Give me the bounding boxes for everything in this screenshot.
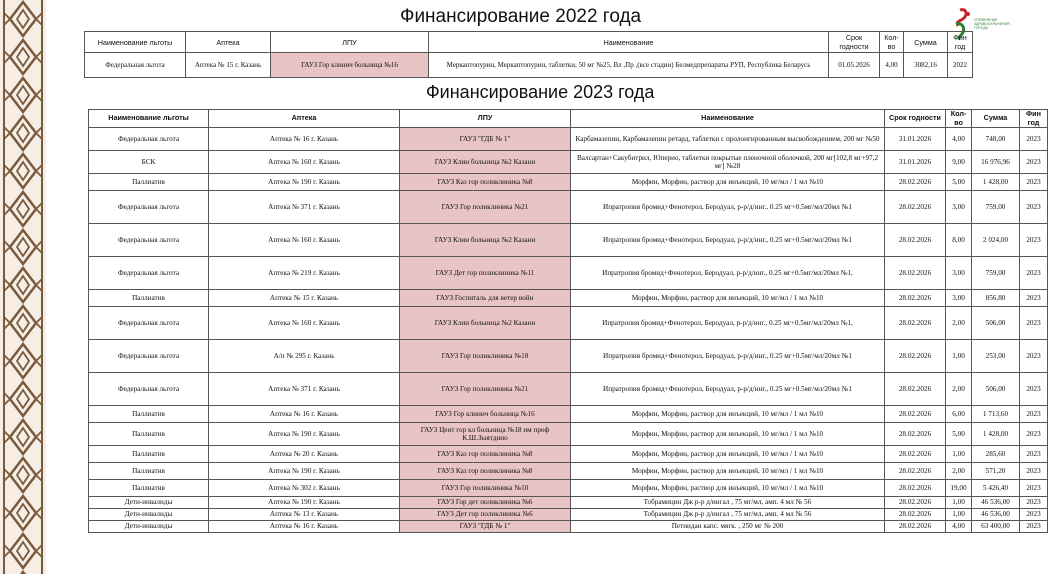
- table-cell: ГАУЗ Гор поликлиника №18: [400, 340, 571, 373]
- column-header: Срок годности: [885, 110, 946, 128]
- table-cell: Морфин, Морфин, раствор для инъекций, 10 мг/мл / 1 мл №10: [571, 406, 885, 423]
- table-cell: Карбамазепин, Карбамазепин ретард, таблетки с пролонгированным высвобождением, 200 мг №50: [571, 128, 885, 151]
- table-cell: Федеральная льгота: [89, 191, 209, 224]
- table-cell: 2023: [1020, 307, 1048, 340]
- table-cell: 2023: [1020, 191, 1048, 224]
- table-cell: Аптека № 160 г. Казань: [209, 307, 400, 340]
- table-cell: 285,60: [972, 446, 1020, 463]
- table-cell: Ипратропия бромид+Фенотерол, Беродуал, р-р/д/инг., 0.25 мг+0.5мг/мл/20мл №1,: [571, 257, 885, 290]
- column-header: ЛПУ: [400, 110, 571, 128]
- decorative-ornament-border: [0, 0, 46, 574]
- table-cell: ГАУЗ Дет гор поликлиника №11: [400, 257, 571, 290]
- table-cell: 2023: [1020, 340, 1048, 373]
- table-cell: 2022: [948, 53, 973, 78]
- table-cell: 28.02.2026: [885, 406, 946, 423]
- table-cell: Аптека № 371 г. Казань: [209, 191, 400, 224]
- table-cell: Аптека № 13 г. Казань: [209, 509, 400, 521]
- table-cell: 2023: [1020, 406, 1048, 423]
- table-cell: 6,00: [946, 406, 972, 423]
- title-2023: Финансирование 2023 года: [426, 82, 655, 102]
- table-cell: 46 536,00: [972, 509, 1020, 521]
- table-cell: ГАУЗ Гор дет поликлиника №6: [400, 497, 571, 509]
- table-row: [89, 174, 1048, 191]
- table-cell: Паллиатив: [89, 463, 209, 480]
- table-cell: 3082,16: [904, 53, 948, 78]
- table-cell: ГАУЗ "ГДБ № 1": [400, 521, 571, 533]
- table-row: [89, 521, 1048, 533]
- table-cell: 748,00: [972, 128, 1020, 151]
- table-cell: 759,00: [972, 257, 1020, 290]
- table-cell: Аптека № 190 г. Казань: [209, 423, 400, 446]
- table-row: [89, 373, 1048, 406]
- table-cell: 506,00: [972, 373, 1020, 406]
- table-row: [89, 406, 1048, 423]
- table-cell: 2,00: [946, 373, 972, 406]
- table-cell: Паллиатив: [89, 480, 209, 497]
- table-cell: Дети-инвалиды: [89, 497, 209, 509]
- column-header: Наименование: [429, 32, 829, 53]
- table-cell: Ипратропия бромид+Фенотерол, Беродуал, р-р/д/инг., 0.25 мг+0.5мг/мл/20мл №1: [571, 340, 885, 373]
- table-row: [89, 224, 1048, 257]
- table-cell: 3,00: [946, 191, 972, 224]
- table-cell: 2023: [1020, 446, 1048, 463]
- table-cell: ГАУЗ Гор клинич больница №16: [400, 406, 571, 423]
- table-cell: Аптека № 15 г. Казань: [209, 290, 400, 307]
- table-cell: Паллиатив: [89, 446, 209, 463]
- table-cell: 5 426,40: [972, 480, 1020, 497]
- table-row: [89, 340, 1048, 373]
- title-2022: Финансирование 2022 года: [400, 6, 642, 27]
- table-cell: Аптека № 190 г. Казань: [209, 463, 400, 480]
- table-row: [85, 53, 973, 78]
- table-cell: 1,00: [946, 446, 972, 463]
- table-cell: 1 428,00: [972, 174, 1020, 191]
- table-cell: Морфин, Морфин, раствор для инъекций, 10 мг/мл / 1 мл №10: [571, 423, 885, 446]
- column-header: Наименование льготы: [89, 110, 209, 128]
- table-cell: 3,00: [946, 290, 972, 307]
- table-cell: Аптека № 20 г. Казань: [209, 446, 400, 463]
- table-cell: 16 976,96: [972, 151, 1020, 174]
- table-cell: Аптека № 160 г. Казань: [209, 151, 400, 174]
- table-cell: 1 428,00: [972, 423, 1020, 446]
- table-2022: [84, 31, 973, 78]
- table-row: [89, 497, 1048, 509]
- column-header: Сумма: [904, 32, 948, 53]
- table-cell: 2023: [1020, 290, 1048, 307]
- table-2023: [88, 109, 1048, 533]
- table-cell: 506,00: [972, 307, 1020, 340]
- column-header: Аптека: [186, 32, 271, 53]
- table-cell: Ипратропия бромид+Фенотерол, Беродуал, р-р/д/инг., 0.25 мг+0.5мг/мл/20мл №1: [571, 373, 885, 406]
- table-cell: Ипратропия бромид+Фенотерол, Беродуал, р-р/д/инг., 0.25 мг+0.5мг/мл/20мл №1: [571, 191, 885, 224]
- table-cell: ГАУЗ Клин больница №2 Казани: [400, 224, 571, 257]
- table-cell: 28.02.2026: [885, 373, 946, 406]
- table-cell: 46 536,00: [972, 497, 1020, 509]
- table-cell: Меркаптопурин, Меркаптопурин, таблетки, 50 мг №25, Вл ,Пр ,(все стадии) Белмедпрепараты РУП, Республика Беларусь: [429, 53, 829, 78]
- table-row: [89, 480, 1048, 497]
- table-cell: 2023: [1020, 509, 1048, 521]
- table-cell: ГАУЗ Гор поликлиника №21: [400, 373, 571, 406]
- column-header: ЛПУ: [271, 32, 429, 53]
- table-cell: Морфин, Морфин, раствор для инъекций, 10 мг/мл / 1 мл №10: [571, 290, 885, 307]
- table-cell: 28.02.2026: [885, 423, 946, 446]
- table-row: [89, 509, 1048, 521]
- column-header: Сумма: [972, 110, 1020, 128]
- table-cell: 253,00: [972, 340, 1020, 373]
- table-cell: Аптека № 302 г. Казань: [209, 480, 400, 497]
- table-cell: 4,00: [946, 128, 972, 151]
- table-cell: 3,00: [946, 257, 972, 290]
- table-cell: 2023: [1020, 521, 1048, 533]
- table-cell: Морфин, Морфин, раствор для инъекций, 10 мг/мл / 1 мл №10: [571, 463, 885, 480]
- table-cell: Федеральная льгота: [89, 340, 209, 373]
- table-cell: Федеральная льгота: [89, 373, 209, 406]
- table-cell: ГАУЗ "ГДБ № 1": [400, 128, 571, 151]
- table-header-row: [89, 110, 1048, 128]
- table-cell: ГАУЗ Гор клинич больница №16: [271, 53, 429, 78]
- table-cell: Паллиатив: [89, 290, 209, 307]
- table-cell: ГАУЗ Клин больница №2 Казани: [400, 307, 571, 340]
- table-cell: 19,00: [946, 480, 972, 497]
- column-header: Наименование льготы: [85, 32, 186, 53]
- table-cell: Аптека № 160 г. Казань: [209, 224, 400, 257]
- table-cell: 1,00: [946, 497, 972, 509]
- table-cell: 4,00: [880, 53, 904, 78]
- column-header: Наименование: [571, 110, 885, 128]
- table-cell: 28.02.2026: [885, 340, 946, 373]
- table-cell: 28.02.2026: [885, 307, 946, 340]
- table-row: [89, 423, 1048, 446]
- table-cell: 9,00: [946, 151, 972, 174]
- table-cell: Петнидан капс. мягк. , 250 мг № 200: [571, 521, 885, 533]
- table-cell: Тобрамицин Дж р-р д/ингал , 75 мг/мл, амп. 4 мл № 56: [571, 497, 885, 509]
- table-cell: 5,00: [946, 423, 972, 446]
- table-cell: Аптека № 16 г. Казань: [209, 521, 400, 533]
- table-cell: 28.02.2026: [885, 290, 946, 307]
- table-cell: 28.02.2026: [885, 480, 946, 497]
- column-header: Фин год: [948, 32, 973, 53]
- table-cell: 28.02.2026: [885, 191, 946, 224]
- table-cell: 28.02.2026: [885, 521, 946, 533]
- table-cell: 2 024,00: [972, 224, 1020, 257]
- table-cell: 2023: [1020, 224, 1048, 257]
- table-row: [89, 463, 1048, 480]
- table-row: [89, 290, 1048, 307]
- table-cell: Ипратропия бромид+Фенотерол, Беродуал, р-р/д/инг., 0.25 мг+0.5мг/мл/20мл №1,: [571, 307, 885, 340]
- table-header-row: [85, 32, 973, 53]
- table-cell: 2023: [1020, 497, 1048, 509]
- table-cell: 1,00: [946, 509, 972, 521]
- table-cell: 8,00: [946, 224, 972, 257]
- table-cell: 2023: [1020, 128, 1048, 151]
- table-cell: 1 713,60: [972, 406, 1020, 423]
- table-cell: Аптека № 190 г. Казань: [209, 497, 400, 509]
- table-cell: Морфин, Морфин, раствор для инъекций, 10 мг/мл / 1 мл №10: [571, 480, 885, 497]
- table-cell: 5,00: [946, 174, 972, 191]
- table-cell: 2023: [1020, 373, 1048, 406]
- table-cell: Морфин, Морфин, раствор для инъекций, 10 мг/мл / 1 мл №10: [571, 174, 885, 191]
- table-cell: Федеральная льгота: [89, 257, 209, 290]
- table-cell: 28.02.2026: [885, 509, 946, 521]
- table-cell: ГАУЗ Госпиталь для ветер войн: [400, 290, 571, 307]
- table-cell: ГАУЗ Клин больница №2 Казани: [400, 151, 571, 174]
- table-cell: Дети-инвалиды: [89, 509, 209, 521]
- table-cell: 28.02.2026: [885, 446, 946, 463]
- table-cell: ГАУЗ Каз гор поликлиника №8: [400, 463, 571, 480]
- table-row: [89, 257, 1048, 290]
- column-header: Срок годности: [829, 32, 880, 53]
- table-cell: Федеральная льгота: [89, 307, 209, 340]
- table-row: [89, 307, 1048, 340]
- table-cell: Аптека № 219 г. Казань: [209, 257, 400, 290]
- table-cell: 28.02.2026: [885, 463, 946, 480]
- table-cell: Тобрамицин Дж р-р д/ингал , 75 мг/мл, амп. 4 мл № 56: [571, 509, 885, 521]
- table-cell: 856,80: [972, 290, 1020, 307]
- table-cell: Дети-инвалиды: [89, 521, 209, 533]
- table-cell: 31.01.2026: [885, 128, 946, 151]
- table-cell: Морфин, Морфин, раствор для инъекций, 10 мг/мл / 1 мл №10: [571, 446, 885, 463]
- table-cell: Федеральная льгота: [89, 128, 209, 151]
- table-cell: 31.01.2026: [885, 151, 946, 174]
- table-cell: А/п № 295 г. Казань: [209, 340, 400, 373]
- table-cell: Аптека № 190 г. Казань: [209, 174, 400, 191]
- table-cell: 1,00: [946, 340, 972, 373]
- table-cell: ГАУЗ Каз гор поликлиника №8: [400, 174, 571, 191]
- table-cell: 28.02.2026: [885, 174, 946, 191]
- table-cell: ГАУЗ Цент гор кл больница №18 им проф К.Ш.Зыятдино: [400, 423, 571, 446]
- table-cell: ГАУЗ Гор поликлиника №21: [400, 191, 571, 224]
- table-cell: Аптека № 371 г. Казань: [209, 373, 400, 406]
- table-cell: Аптека № 16 г. Казань: [209, 128, 400, 151]
- table-cell: Федеральная льгота: [89, 224, 209, 257]
- table-row: [89, 128, 1048, 151]
- table-row: [89, 446, 1048, 463]
- table-cell: Ипратропия бромид+Фенотерол, Беродуал, р-р/д/инг., 0.25 мг+0.5мг/мл/20мл №1: [571, 224, 885, 257]
- table-cell: 28.02.2026: [885, 224, 946, 257]
- table-cell: 2023: [1020, 423, 1048, 446]
- table-cell: 28.02.2026: [885, 257, 946, 290]
- table-row: [89, 151, 1048, 174]
- table-cell: 4,00: [946, 521, 972, 533]
- table-cell: 2023: [1020, 480, 1048, 497]
- table-cell: Валсартан+Сакубитрил, Юперио, таблетки покрытые пленочной оболочкой, 200 мг[102,8 мг+97,2 мг] №28: [571, 151, 885, 174]
- table-cell: 01.05.2026: [829, 53, 880, 78]
- table-cell: ГАУЗ Гор поликлиника №10: [400, 480, 571, 497]
- table-cell: 2023: [1020, 257, 1048, 290]
- table-cell: 63 400,00: [972, 521, 1020, 533]
- table-cell: 2,00: [946, 307, 972, 340]
- logo-caption: УПРАВЛЕНИЕ ЗДРАВООХРАНЕНИЯ ГОРОДА: [974, 18, 1010, 30]
- column-header: Аптека: [209, 110, 400, 128]
- table-cell: Паллиатив: [89, 423, 209, 446]
- table-cell: 2,00: [946, 463, 972, 480]
- table-cell: ГАУЗ Каз гор поликлиника №8: [400, 446, 571, 463]
- column-header: Кол-во: [880, 32, 904, 53]
- table-cell: ГАУЗ Дет гор поликлиника №6: [400, 509, 571, 521]
- table-cell: Аптека № 16 г. Казань: [209, 406, 400, 423]
- table-cell: 28.02.2026: [885, 497, 946, 509]
- table-cell: Федеральная льгота: [85, 53, 186, 78]
- table-cell: 571,20: [972, 463, 1020, 480]
- table-cell: БСК: [89, 151, 209, 174]
- table-cell: 2023: [1020, 174, 1048, 191]
- table-cell: 759,00: [972, 191, 1020, 224]
- table-cell: 2023: [1020, 151, 1048, 174]
- table-cell: Аптека № 15 г. Казань: [186, 53, 271, 78]
- table-cell: Паллиатив: [89, 406, 209, 423]
- column-header: Кол-во: [946, 110, 972, 128]
- column-header: Фин год: [1020, 110, 1048, 128]
- table-cell: Паллиатив: [89, 174, 209, 191]
- table-row: [89, 191, 1048, 224]
- table-cell: 2023: [1020, 463, 1048, 480]
